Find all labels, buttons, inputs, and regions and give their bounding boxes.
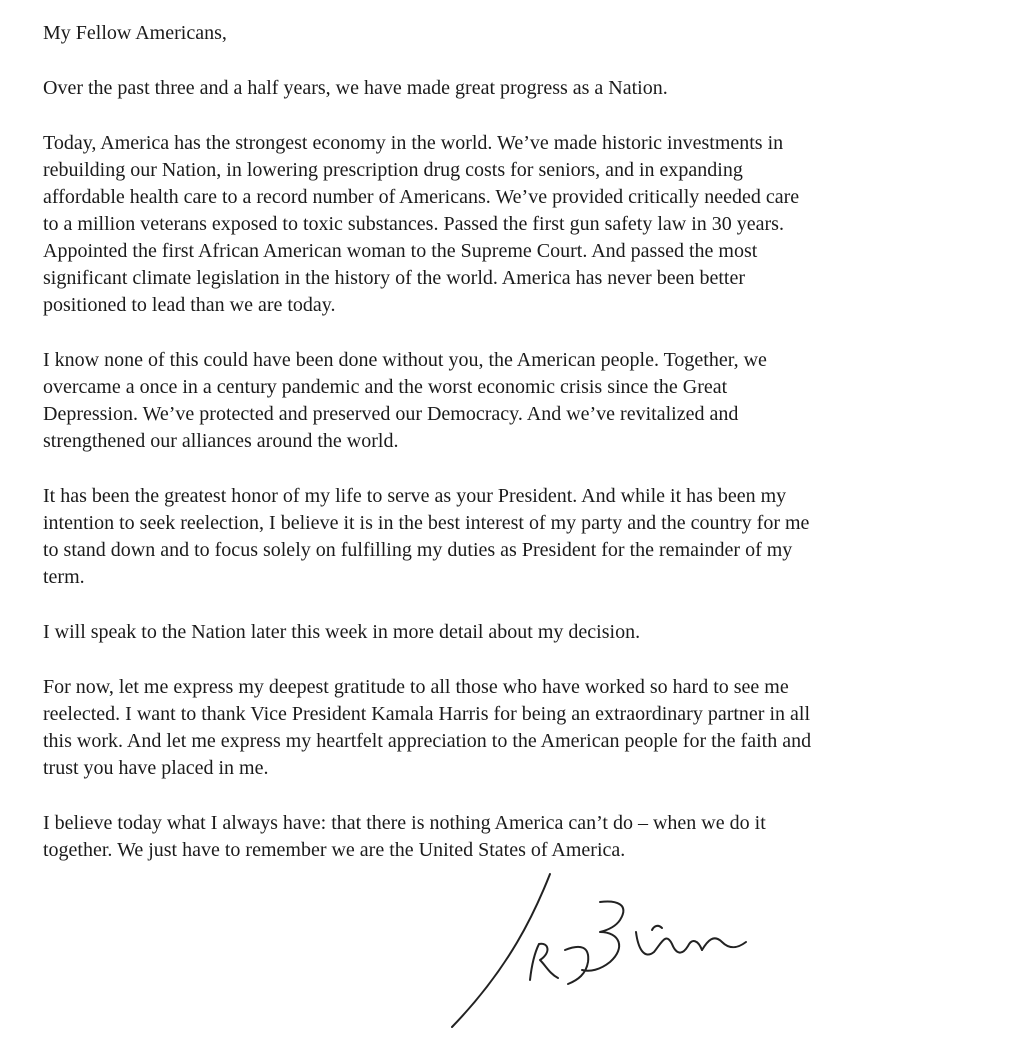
paragraph-3 xyxy=(43,347,993,455)
text-line: I believe today what I always have: that there is nothing America can’t do – when we do it xyxy=(43,812,766,834)
letter-body xyxy=(43,20,993,864)
text-line: For now, let me express my deepest gratitude to all those who have worked so hard to see me xyxy=(43,676,789,698)
text-line: intention to seek reelection, I believe it is in the best interest of my party and the country for me xyxy=(43,512,810,534)
text-line: I know none of this could have been done without you, the American people. Together, we xyxy=(43,349,767,371)
paragraph-2 xyxy=(43,130,993,319)
paragraph-5 xyxy=(43,619,993,646)
text-line: reelected. I want to thank Vice President Kamala Harris for being an extraordinary partner in all xyxy=(43,703,811,725)
paragraph-7 xyxy=(43,810,993,864)
text-line: I will speak to the Nation later this week in more detail about my decision. xyxy=(43,621,641,643)
text-line: trust you have placed in me. xyxy=(43,757,269,779)
text-line: strengthened our alliances around the world. xyxy=(43,430,399,452)
text-line: Appointed the first African American woman to the Supreme Court. And passed the most xyxy=(43,240,758,262)
text-line: Depression. We’ve protected and preserved our Democracy. And we’ve revitalized and xyxy=(43,403,739,425)
text-line: positioned to lead than we are today. xyxy=(43,294,336,316)
text-line: together. We just have to remember we are the United States of America. xyxy=(43,839,626,861)
paragraph-6 xyxy=(43,674,993,782)
text-line: Over the past three and a half years, we have made great progress as a Nation. xyxy=(43,77,668,99)
paragraph-1 xyxy=(43,75,993,102)
text-line: to stand down and to focus solely on fulfilling my duties as President for the remainder of my xyxy=(43,539,793,561)
paragraph-4 xyxy=(43,483,993,591)
text-line: It has been the greatest honor of my life to serve as your President. And while it has been my xyxy=(43,485,787,507)
salutation: My Fellow Americans, xyxy=(43,22,227,44)
text-line: rebuilding our Nation, in lowering prescription drug costs for seniors, and in expanding xyxy=(43,159,743,181)
signature-icon xyxy=(440,862,760,1032)
text-line: Today, America has the strongest economy in the world. We’ve made historic investments in xyxy=(43,132,784,154)
text-line: affordable health care to a record number of Americans. We’ve provided critically needed care xyxy=(43,186,800,208)
text-line: this work. And let me express my heartfelt appreciation to the American people for the faith and xyxy=(43,730,812,752)
text-line: term. xyxy=(43,566,85,588)
text-line: to a million veterans exposed to toxic substances. Passed the first gun safety law in 30 years. xyxy=(43,213,784,235)
text-line: overcame a once in a century pandemic and the worst economic crisis since the Great xyxy=(43,376,728,398)
text-line: significant climate legislation in the history of the world. America has never been better xyxy=(43,267,746,289)
